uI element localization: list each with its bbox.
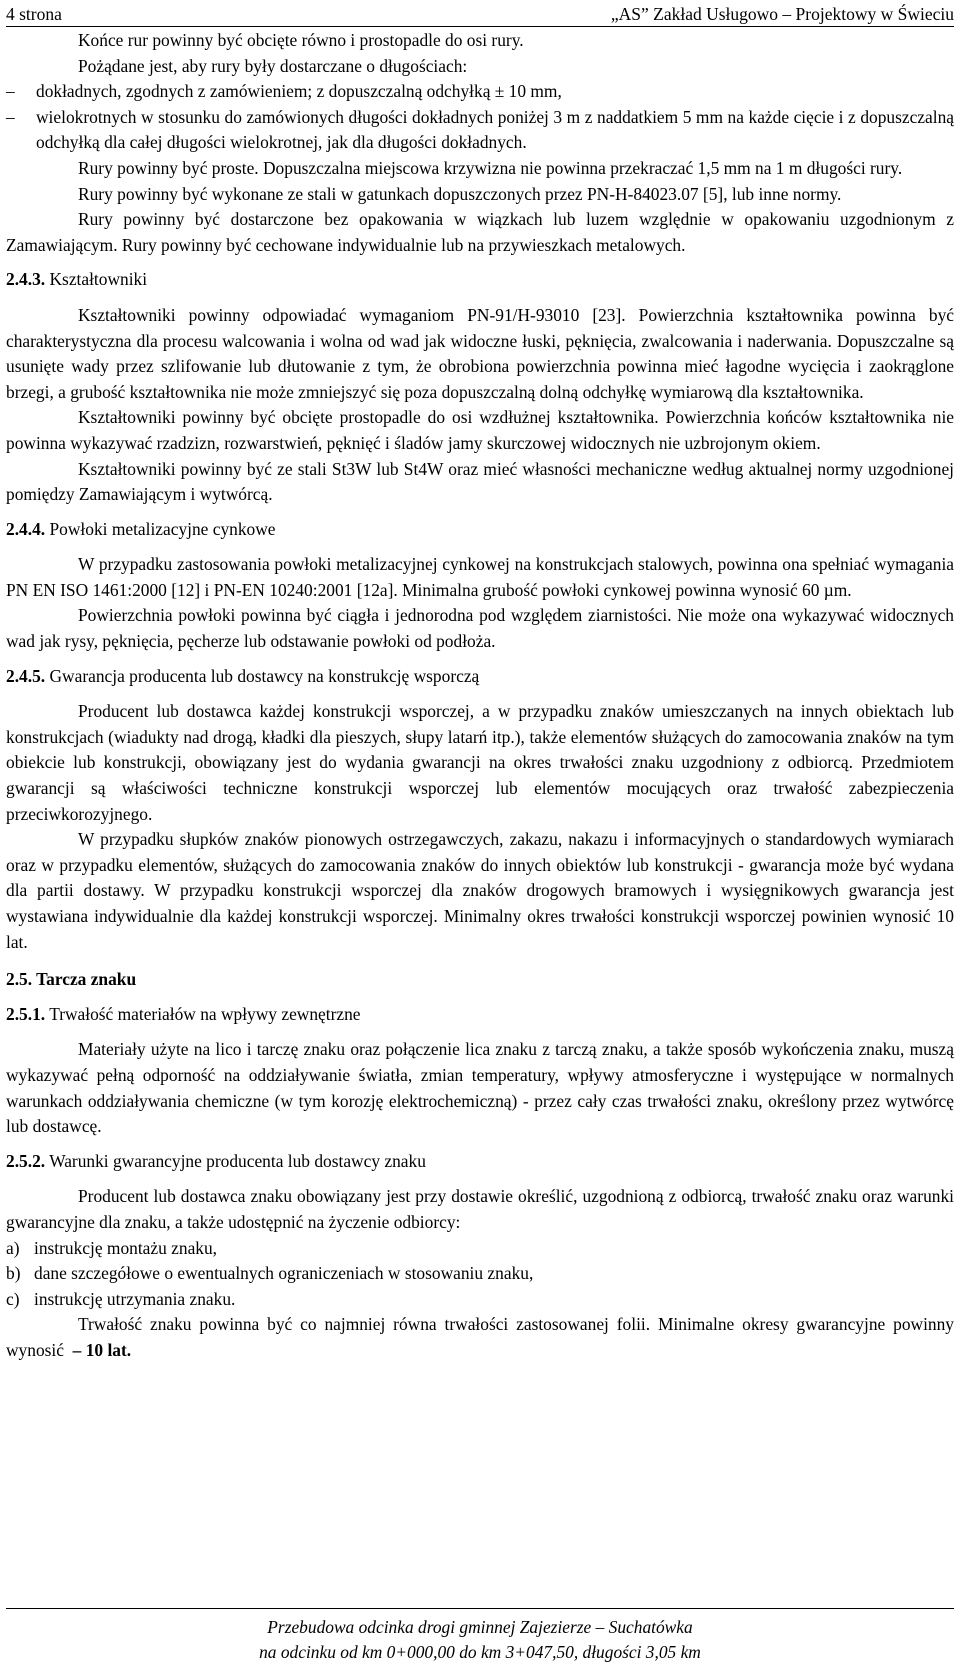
list-item: [6, 105, 954, 156]
section-title: Warunki gwarancyjne producenta lub dostawcy znaku: [49, 1150, 426, 1171]
section-title: Kształtowniki: [49, 269, 148, 290]
section-heading: [6, 1149, 954, 1175]
paragraph: Kształtowniki powinny odpowiadać wymaganiom PN-91/H-93010 [23]. Powierzchnia kształtownika powinna być charakterystyczna dla procesu walcowania i wolna od wad jak widoczne łuski, pęknięcia, zwalcowania i naderwania. Dopuszczalne są usunięte wady przez szlifowanie lub dłutowanie z tym, że obrobiona powierzchnia powinna mieć łagodne wycięcia i zaokrąglone brzegi, a grubość kształtownika nie może zmniejszyć się poza dopuszczalną dolną odchyłkę wymiarową dla kształtownika.: [6, 304, 954, 402]
section-number: 2.5.2.: [6, 1150, 46, 1171]
paragraph: Rury powinny być dostarczone bez opakowania w wiązkach lub luzem względnie w opakowaniu uzgodnionym z Zamawiającym. Rury powinny być cechowane indywidualnie lub na przywieszkach metalowych.: [6, 209, 954, 255]
list-item-text: instrukcję montażu znaku,: [34, 1237, 218, 1258]
list-marker: b): [6, 1263, 21, 1284]
paragraph: Producent lub dostawca znaku obowiązany jest przy dostawie określić, uzgodnioną z odbiorcą, trwałość znaku oraz warunki gwarancyjne dla znaku, a także udostępnić na życzenie odbiorcy:: [6, 1186, 954, 1232]
paragraph: Materiały użyte na lico i tarczę znaku oraz połączenie lica znaku z tarczą znaku, a także sposób wykończenia znaku, muszą wykazywać pełną odporność na oddziaływanie światła, zmian temperatury, wpływy atmosferyczne i występujące w normalnych warunkach oddziaływania chemiczne (w tym korozję elektrochemiczną) - przez cały czas trwałości znaku, określony przez wytwórcę lub dostawcę.: [6, 1039, 954, 1137]
list-marker: c): [6, 1288, 20, 1309]
page-footer: [6, 1608, 954, 1665]
paragraph: Powierzchnia powłoki powinna być ciągła i jednorodna pod względem ziarnistości. Nie może ona wykazywać widocznych wad jak rysy, pęknięcia, pęcherze lub odstawanie powłoki od podłoża.: [6, 605, 954, 652]
footer-project-range: na odcinku od km 0+000,00 do km 3+047,50, długości 3,05 km: [259, 1642, 701, 1662]
paragraph: Kształtowniki powinny być ze stali St3W lub St4W oraz mieć własności mechaniczne według aktualnej normy uzgodnionej pomiędzy Zamawiającym i wytwórcą.: [6, 458, 954, 505]
section-number: 2.5.1.: [6, 1003, 46, 1024]
list-item: [6, 1261, 954, 1287]
section-number: 2.4.5.: [6, 665, 46, 686]
warranty-period: – 10 lat.: [72, 1339, 132, 1360]
paragraph: [6, 1312, 954, 1363]
section-number: 2.4.3.: [6, 269, 46, 290]
section-heading-main: 2.5. Tarcza znaku: [6, 969, 137, 990]
paragraph: W przypadku zastosowania powłoki metalizacyjnej cynkowej na konstrukcjach stalowych, powinna ona spełniać wymagania PN EN ISO 1461:2000 [12] i PN-EN 10240:2001 [12a]. Minimalna grubość powłoki cynkowej powinna wynosić 60 µm.: [6, 554, 954, 600]
section-heading: [6, 267, 954, 293]
section-heading: [6, 517, 954, 543]
footer-project-title: Przebudowa odcinka drogi gminnej Zajezierze – Suchatówka: [267, 1617, 693, 1637]
section-number: 2.4.4.: [6, 518, 46, 539]
section-title: Gwarancja producenta lub dostawcy na konstrukcję wsporczą: [49, 665, 480, 686]
document-body: [6, 28, 954, 1364]
page-number: 4 strona: [6, 4, 62, 24]
dash-bullet: –: [6, 106, 15, 127]
paragraph: Rury powinny być wykonane ze stali w gatunkach dopuszczonych przez PN-H-84023.07 [5], lub inne normy.: [78, 183, 842, 204]
section-heading: [6, 1002, 954, 1028]
section-heading: [6, 664, 954, 690]
company-name: „AS” Zakład Usługowo – Projektowy w Świeciu: [610, 4, 954, 24]
list-item-text: wielokrotnych w stosunku do zamówionych długości dokładnych poniżej 3 m z naddatkiem 5 mm na każde cięcie i z dopuszczalną odchyłką dla całej długości wielokrotnej, jak dla długości dokładnych.: [36, 106, 954, 153]
paragraph: Końce rur powinny być obcięte równo i prostopadle do osi rury.: [78, 30, 524, 50]
dash-bullet: –: [6, 81, 15, 102]
list-item-text: dokładnych, zgodnych z zamówieniem; z dopuszczalną odchyłką ± 10 mm,: [36, 81, 562, 102]
section-title: Trwałość materiałów na wpływy zewnętrzne: [49, 1003, 361, 1024]
list-marker: a): [6, 1237, 20, 1258]
list-item: [6, 1287, 954, 1313]
list-item: [6, 79, 954, 105]
list-item: [6, 1236, 954, 1262]
paragraph-text: Trwałość znaku powinna być co najmniej równa trwałości zastosowanej folii. Minimalne okresy gwarancyjne powinny wynosić: [6, 1314, 954, 1360]
list-item-text: instrukcję utrzymania znaku.: [34, 1288, 236, 1309]
paragraph: Kształtowniki powinny być obcięte prostopadle do osi wzdłużnej kształtownika. Powierzchnia końców kształtownika nie powinna wykazywać rzadzizn, rozwarstwień, pęknięć i śladów jamy skurczowej widocznych nie uzbrojonym okiem.: [6, 407, 954, 453]
paragraph: Pożądane jest, aby rury były dostarczane o długościach:: [78, 55, 468, 76]
paragraph: Rury powinny być proste. Dopuszczalna miejscowa krzywizna nie powinna przekraczać 1,5 mm na 1 m długości rury.: [78, 157, 903, 178]
section-title: Powłoki metalizacyjne cynkowe: [49, 518, 276, 539]
paragraph: W przypadku słupków znaków pionowych ostrzegawczych, zakazu, nakazu i informacyjnych o standardowych wymiarach oraz w przypadku elementów, służących do zamocowania znaków do innych obiektów lub konstrukcji - gwarancja może być wydana dla partii dostawy. W przypadku konstrukcji wsporczej dla znaków drogowych bramowych i wysięgnikowych gwarancja jest wystawiana indywidualnie dla każdej konstrukcji wsporczej. Minimalny okres trwałości konstrukcji wsporczej powinien wynosić 10 lat.: [6, 829, 954, 952]
list-item-text: dane szczegółowe o ewentualnych ograniczeniach w stosowaniu znaku,: [34, 1263, 534, 1284]
paragraph: Producent lub dostawca każdej konstrukcji wsporczej, a w przypadku znaków umieszczanych na innych obiektach lub konstrukcjach (wiadukty nad drogą, kładki dla pieszych, słupy latarń itp.), także elementów służących do zamocowania znaków na tym obiekcie lub konstrukcji, obowiązany jest do wydania gwarancji na okres trwałości znaku uzgodniony z odbiorcą. Przedmiotem gwarancji są właściwości techniczne konstrukcji wsporczej lub elementów mocujących oraz trwałość zabezpieczenia przeciwkorozyjnego.: [6, 701, 954, 824]
page-header: [6, 2, 954, 27]
